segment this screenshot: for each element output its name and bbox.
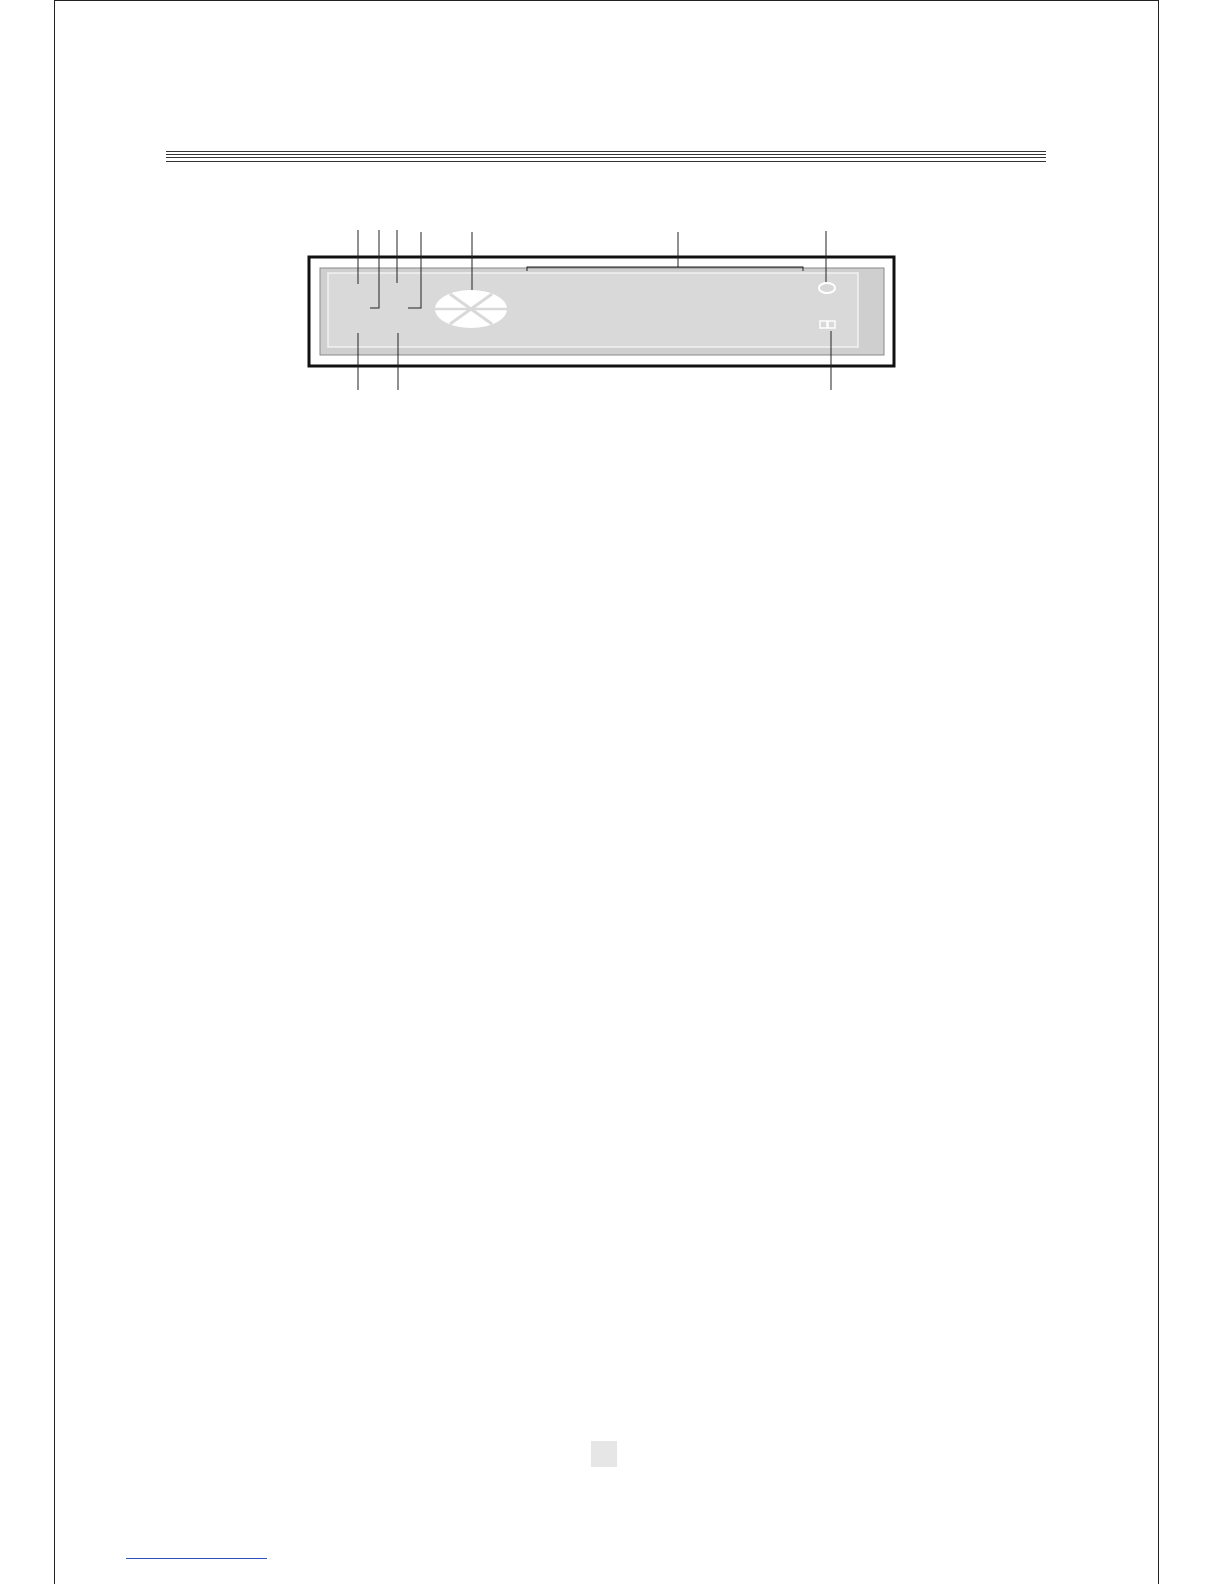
page-border-top [54,0,1159,1]
note-text [199,792,202,812]
page-border-left [54,0,55,1584]
led-display-diagram [300,210,910,415]
title-rule [166,151,1046,162]
page-number-box [591,1441,617,1467]
footer-line [126,1558,267,1559]
page-border-right [1158,0,1159,1584]
display-panel [328,273,858,347]
